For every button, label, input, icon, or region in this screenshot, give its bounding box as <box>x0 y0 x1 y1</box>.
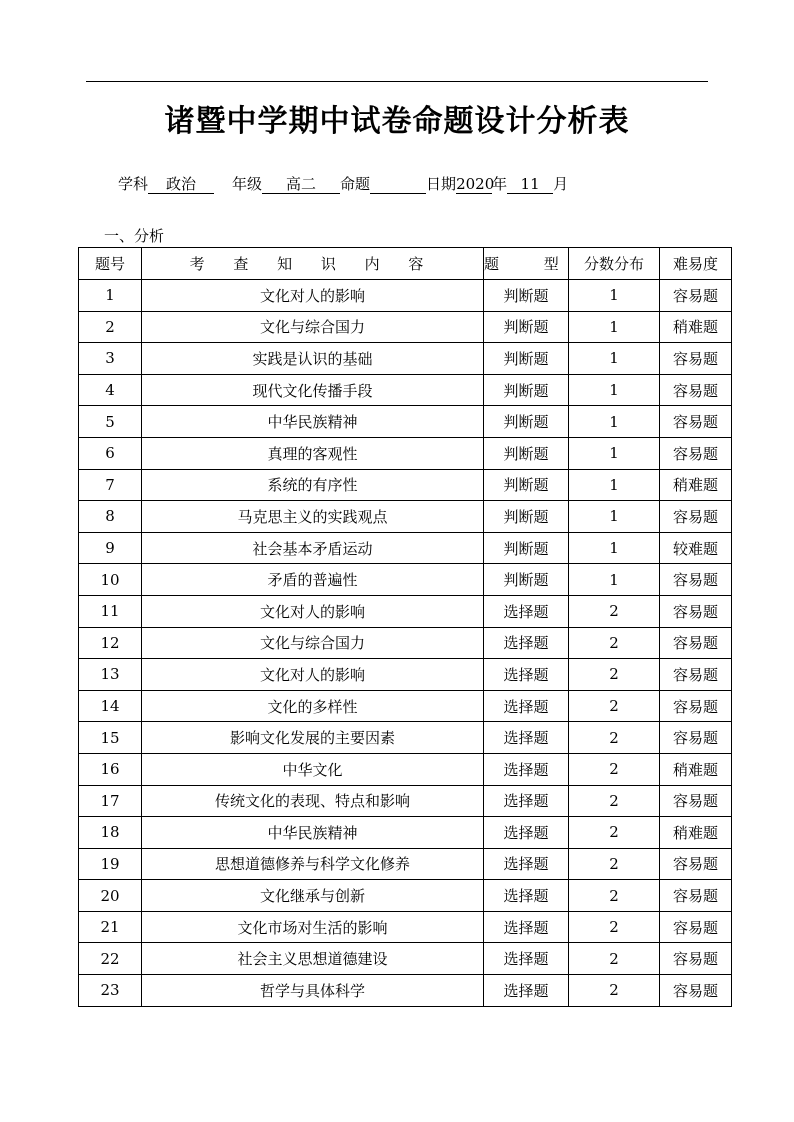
cell-knowledge: 影响文化发展的主要因素 <box>142 722 484 754</box>
cell-difficulty: 稍难题 <box>660 817 732 849</box>
cell-type: 选择题 <box>484 880 569 912</box>
cell-difficulty: 容易题 <box>660 690 732 722</box>
cell-type: 判断题 <box>484 469 569 501</box>
table-row <box>79 280 732 312</box>
cell-number: 4 <box>79 374 142 406</box>
table-row <box>79 975 732 1007</box>
cell-number: 6 <box>79 437 142 469</box>
cell-number: 20 <box>79 880 142 912</box>
cell-number: 21 <box>79 911 142 943</box>
cell-score: 2 <box>569 722 660 754</box>
cell-difficulty: 容易题 <box>660 437 732 469</box>
cell-type: 选择题 <box>484 659 569 691</box>
cell-number: 22 <box>79 943 142 975</box>
cell-difficulty: 容易题 <box>660 785 732 817</box>
cell-type: 判断题 <box>484 437 569 469</box>
table-row <box>79 311 732 343</box>
cell-number: 3 <box>79 343 142 375</box>
cell-difficulty: 容易题 <box>660 343 732 375</box>
cell-score: 2 <box>569 785 660 817</box>
cell-number: 11 <box>79 595 142 627</box>
cell-number: 23 <box>79 975 142 1007</box>
table-row <box>79 943 732 975</box>
cell-type: 选择题 <box>484 595 569 627</box>
table-row <box>79 690 732 722</box>
cell-score: 1 <box>569 469 660 501</box>
table-header-row <box>79 248 732 280</box>
cell-type: 判断题 <box>484 280 569 312</box>
cell-type: 判断题 <box>484 501 569 533</box>
table-row <box>79 785 732 817</box>
cell-number: 12 <box>79 627 142 659</box>
cell-type: 判断题 <box>484 532 569 564</box>
cell-score: 1 <box>569 343 660 375</box>
cell-number: 14 <box>79 690 142 722</box>
cell-score: 1 <box>569 406 660 438</box>
header-number: 题号 <box>79 248 142 280</box>
cell-type: 判断题 <box>484 311 569 343</box>
cell-type: 判断题 <box>484 406 569 438</box>
cell-type: 选择题 <box>484 722 569 754</box>
cell-knowledge: 文化对人的影响 <box>142 595 484 627</box>
table-row <box>79 722 732 754</box>
cell-type: 选择题 <box>484 690 569 722</box>
cell-score: 1 <box>569 437 660 469</box>
meta-line <box>118 174 568 194</box>
cell-difficulty: 容易题 <box>660 911 732 943</box>
cell-difficulty: 稍难题 <box>660 753 732 785</box>
cell-knowledge: 文化的多样性 <box>142 690 484 722</box>
cell-type: 判断题 <box>484 564 569 596</box>
cell-type: 选择题 <box>484 817 569 849</box>
table-row <box>79 753 732 785</box>
table-row <box>79 659 732 691</box>
cell-score: 2 <box>569 943 660 975</box>
cell-number: 13 <box>79 659 142 691</box>
cell-knowledge: 现代文化传播手段 <box>142 374 484 406</box>
cell-score: 2 <box>569 911 660 943</box>
cell-difficulty: 稍难题 <box>660 469 732 501</box>
cell-score: 2 <box>569 817 660 849</box>
cell-knowledge: 中华民族精神 <box>142 406 484 438</box>
table-row <box>79 627 732 659</box>
author-label: 命题 <box>340 175 371 193</box>
table-row <box>79 437 732 469</box>
cell-score: 2 <box>569 848 660 880</box>
table-row <box>79 564 732 596</box>
grade-label: 年级 <box>232 175 263 193</box>
cell-score: 2 <box>569 659 660 691</box>
table-row <box>79 817 732 849</box>
cell-difficulty: 容易题 <box>660 406 732 438</box>
header-difficulty: 难易度 <box>660 248 732 280</box>
cell-number: 2 <box>79 311 142 343</box>
section-title: 一、分析 <box>104 227 165 245</box>
year-suffix: 年 <box>492 175 508 193</box>
cell-knowledge: 实践是认识的基础 <box>142 343 484 375</box>
cell-number: 7 <box>79 469 142 501</box>
cell-difficulty: 容易题 <box>660 943 732 975</box>
cell-difficulty: 容易题 <box>660 848 732 880</box>
table-row <box>79 880 732 912</box>
cell-knowledge: 文化对人的影响 <box>142 280 484 312</box>
cell-type: 选择题 <box>484 753 569 785</box>
cell-difficulty: 稍难题 <box>660 311 732 343</box>
cell-score: 2 <box>569 880 660 912</box>
cell-type: 判断题 <box>484 343 569 375</box>
cell-knowledge: 中华民族精神 <box>142 817 484 849</box>
analysis-table <box>78 247 732 1007</box>
cell-knowledge: 真理的客观性 <box>142 437 484 469</box>
table-row <box>79 501 732 533</box>
cell-knowledge: 文化与综合国力 <box>142 311 484 343</box>
grade-value: 高二 <box>262 176 340 194</box>
cell-number: 1 <box>79 280 142 312</box>
cell-knowledge: 中华文化 <box>142 753 484 785</box>
cell-difficulty: 容易题 <box>660 595 732 627</box>
cell-knowledge: 文化对人的影响 <box>142 659 484 691</box>
month-value: 11 <box>507 176 553 194</box>
cell-knowledge: 系统的有序性 <box>142 469 484 501</box>
table-row <box>79 595 732 627</box>
cell-knowledge: 文化与综合国力 <box>142 627 484 659</box>
header-score: 分数分布 <box>569 248 660 280</box>
table-row <box>79 406 732 438</box>
cell-number: 5 <box>79 406 142 438</box>
table-row <box>79 343 732 375</box>
table-row <box>79 469 732 501</box>
cell-type: 选择题 <box>484 911 569 943</box>
cell-score: 2 <box>569 690 660 722</box>
cell-number: 8 <box>79 501 142 533</box>
cell-difficulty: 容易题 <box>660 659 732 691</box>
cell-knowledge: 文化市场对生活的影响 <box>142 911 484 943</box>
cell-difficulty: 容易题 <box>660 975 732 1007</box>
cell-knowledge: 文化继承与创新 <box>142 880 484 912</box>
cell-difficulty: 容易题 <box>660 564 732 596</box>
cell-score: 1 <box>569 374 660 406</box>
cell-score: 2 <box>569 975 660 1007</box>
cell-knowledge: 思想道德修养与科学文化修养 <box>142 848 484 880</box>
cell-number: 17 <box>79 785 142 817</box>
cell-knowledge: 社会主义思想道德建设 <box>142 943 484 975</box>
cell-score: 2 <box>569 595 660 627</box>
cell-difficulty: 容易题 <box>660 280 732 312</box>
cell-difficulty: 容易题 <box>660 501 732 533</box>
cell-score: 1 <box>569 564 660 596</box>
date-label: 日期 <box>426 175 457 193</box>
cell-difficulty: 容易题 <box>660 880 732 912</box>
cell-type: 选择题 <box>484 848 569 880</box>
year-value: 2020 <box>456 175 495 193</box>
month-suffix: 月 <box>553 175 569 193</box>
cell-score: 1 <box>569 280 660 312</box>
cell-difficulty: 容易题 <box>660 374 732 406</box>
cell-number: 19 <box>79 848 142 880</box>
page-title: 诸暨中学期中试卷命题设计分析表 <box>164 104 630 139</box>
cell-score: 1 <box>569 311 660 343</box>
cell-score: 2 <box>569 753 660 785</box>
cell-difficulty: 容易题 <box>660 722 732 754</box>
cell-type: 选择题 <box>484 943 569 975</box>
cell-difficulty: 容易题 <box>660 627 732 659</box>
cell-knowledge: 社会基本矛盾运动 <box>142 532 484 564</box>
cell-difficulty: 较难题 <box>660 532 732 564</box>
cell-number: 9 <box>79 532 142 564</box>
header-type: 题 型 <box>484 248 569 280</box>
cell-type: 选择题 <box>484 975 569 1007</box>
cell-knowledge: 马克思主义的实践观点 <box>142 501 484 533</box>
header-rule <box>86 81 708 82</box>
header-knowledge: 考 查 知 识 内 容 <box>142 248 484 280</box>
cell-type: 选择题 <box>484 627 569 659</box>
table-row <box>79 374 732 406</box>
cell-type: 判断题 <box>484 374 569 406</box>
table-row <box>79 532 732 564</box>
cell-number: 18 <box>79 817 142 849</box>
cell-score: 2 <box>569 627 660 659</box>
cell-number: 15 <box>79 722 142 754</box>
cell-knowledge: 矛盾的普遍性 <box>142 564 484 596</box>
table-row <box>79 848 732 880</box>
cell-number: 10 <box>79 564 142 596</box>
cell-score: 1 <box>569 532 660 564</box>
cell-knowledge: 传统文化的表现、特点和影响 <box>142 785 484 817</box>
table-body <box>79 280 732 1007</box>
subject-value: 政治 <box>148 176 214 194</box>
cell-type: 选择题 <box>484 785 569 817</box>
author-value <box>370 176 426 194</box>
cell-knowledge: 哲学与具体科学 <box>142 975 484 1007</box>
cell-score: 1 <box>569 501 660 533</box>
subject-label: 学科 <box>118 175 149 193</box>
table-row <box>79 911 732 943</box>
cell-number: 16 <box>79 753 142 785</box>
